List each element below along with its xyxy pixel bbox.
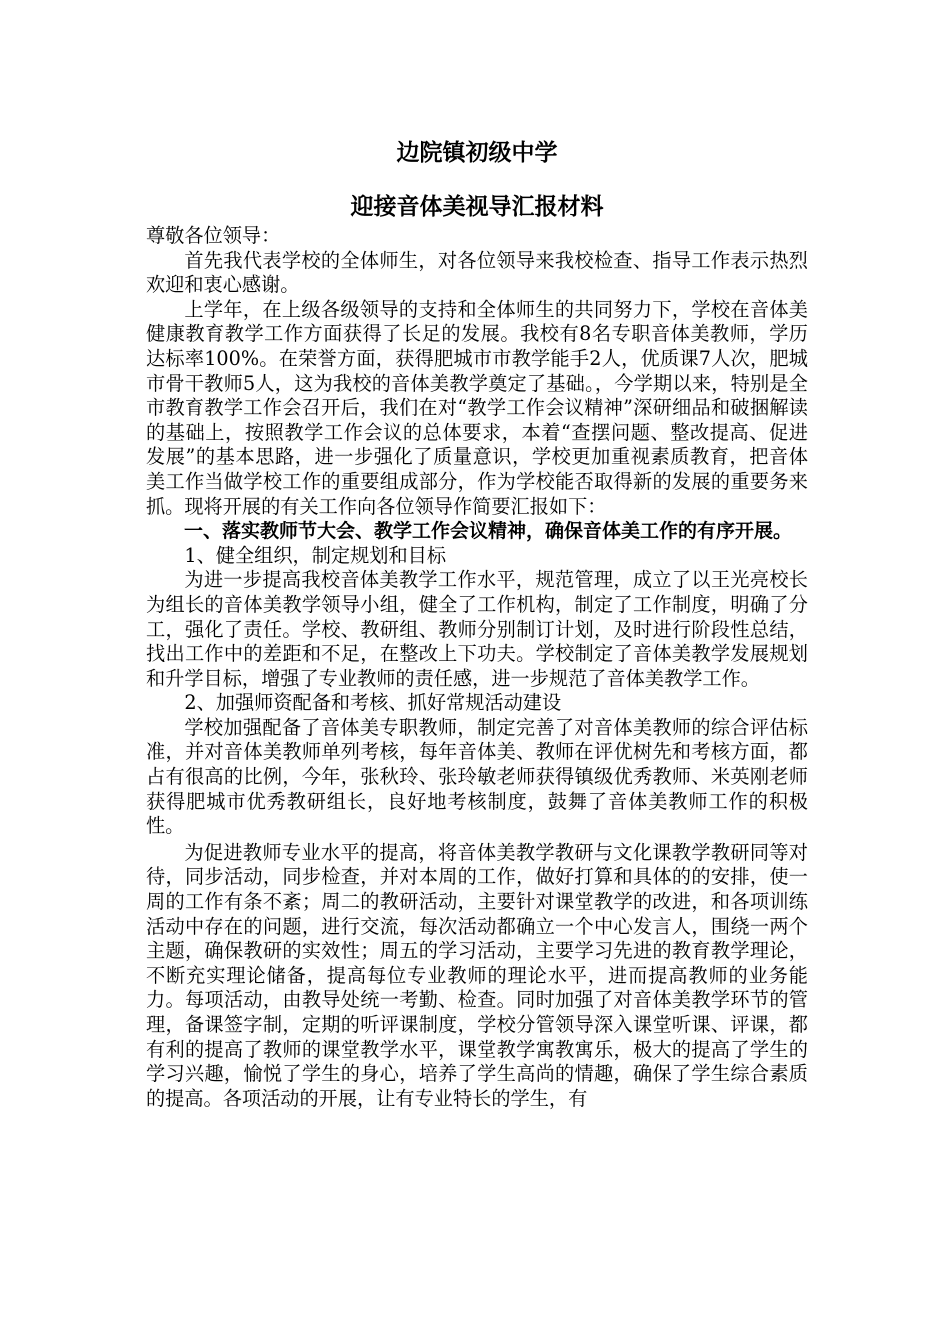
subsection-heading-2: 2、加强师资配备和考核、抓好常规活动建设 bbox=[184, 691, 562, 715]
subsection-1-paragraph: 为进一步提高我校音体美教学工作水平，规范管理，成立了以王光亮校长为组长的音体美教学领导小组，健全了工作机构，制定了工作制度，明确了分工，强化了责任。学校、教研组、教师分别制订计划，及时进行阶段性总结，找出工作中的差距和不足，在整改上下功夫。学校制定了音体美教学发展规划和升学目标，增强了专业教师的责任感，进一步规范了音体美教学工作。 bbox=[146, 568, 808, 690]
document-title-report: 迎接音体美视导汇报材料 bbox=[350, 194, 604, 220]
section-heading-1: 一、落实教师节大会、教学工作会议精神，确保音体美工作的有序开展。 bbox=[184, 520, 793, 543]
paragraph-overview: 上学年，在上级各级领导的支持和全体师生的共同努力下，学校在音体美健康教育教学工作方面获得了长足的发展。我校有8名专职音体美教师，学历达标率100%。在荣誉方面，获得肥城市市教学能手2人，优质课7人次，肥城市骨干教师5人，这为我校的音体美教学奠定了基础。，今学期以来，特别是全市教育教学工作会召开后，我们在对“教学工作会议精神”深研细品和破捆解读的基础上，按照教学工作会议的总体要求，本着“查摆问题、整改提高、促进发展”的基本思路，进一步强化了质量意识，学校更加重视素质教育，把音体美工作当做学校工作的重要组成部分，作为学校能否取得新的发展的重要务来抓。现将开展的有关工作向各位领导作简要汇报如下： bbox=[146, 297, 808, 518]
paragraph-welcome: 首先我代表学校的全体师生，对各位领导来我校检查、指导工作表示热烈欢迎和衷心感谢。 bbox=[146, 248, 808, 297]
subsection-heading-1: 1、健全组织，制定规划和目标 bbox=[184, 543, 447, 567]
document-page bbox=[146, 130, 808, 1111]
salutation: 尊敬各位领导： bbox=[146, 224, 281, 247]
subsection-2-paragraph-1: 学校加强配备了音体美专职教师，制定完善了对音体美教师的综合评估标准，并对音体美教师单列考核，每年音体美、教师在评优树先和考核方面，都占有很高的比例，今年，张秋玲、张玲敏老师获得镇级优秀教师、米英刚老师获得肥城市优秀教研组长，良好地考核制度，鼓舞了音体美教师工作的积极性。 bbox=[146, 715, 808, 838]
document-title-school: 边院镇初级中学 bbox=[396, 140, 558, 166]
subsection-2-paragraph-2: 为促进教师专业水平的提高，将音体美教学教研与文化课教学教研同等对待，同步活动，同步检查，并对本周的工作，做好打算和具体的的安排，使一周的工作有条不紊；周二的教研活动，主要针对课堂教学的改进，和各项训练活动中存在的问题，进行交流，每次活动都确立一个中心发言人，围绕一两个主题，确保教研的实效性；周五的学习活动，主要学习先进的教育教学理论，不断充实理论储备，提高每位专业教师的理论水平，进而提高教师的业务能力。每项活动，由教导处统一考勤、检查。同时加强了对音体美教学环节的管理，备课签字制，定期的听评课制度，学校分管领导深入课堂听课、评课，都有利的提高了教师的课堂教学水平，课堂教学寓教寓乐，极大的提高了学生的学习兴趣，愉悦了学生的身心，培养了学生高尚的情趣，确保了学生综合素质的提高。各项活动的开展，让有专业特长的学生，有 bbox=[146, 840, 808, 1110]
